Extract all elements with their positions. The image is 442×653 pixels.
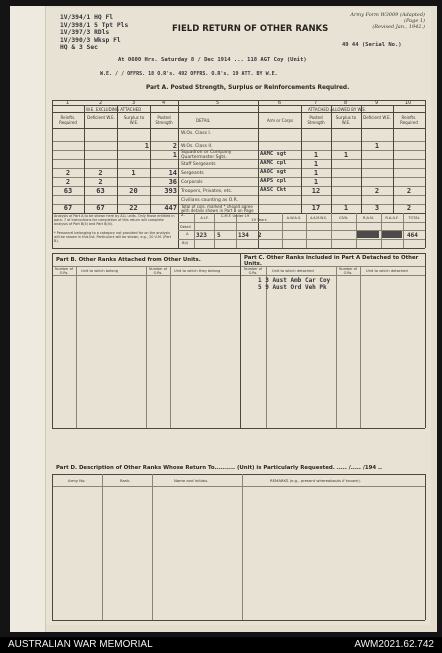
typed-unit-line: 1V/397/3 RDls <box>60 29 110 37</box>
col-header: Rank. <box>120 478 131 483</box>
analysis-head: CIVIL <box>338 216 349 220</box>
col-header: Number of O.Rs. <box>149 267 167 275</box>
col-header: Name and Initials. <box>174 478 209 483</box>
table-cell: 2 <box>374 187 380 195</box>
part-a-title: Part A. Posted Strength, Surplus or Reinforcements Required. <box>146 85 350 91</box>
analysis-value-aif: 323 <box>196 232 207 239</box>
col-number: 7 <box>314 100 318 106</box>
col-number: 5 <box>216 100 220 106</box>
col-header: Unit to which belong <box>81 269 119 273</box>
table-cell: 63 <box>63 187 73 195</box>
form-ref-label: Army Form W3009 (Adapted) <box>350 12 425 18</box>
total-cell: 67 <box>63 204 73 212</box>
analysis-value-extra: 2 <box>258 232 262 239</box>
arm-corps-cell: AAOC sgt <box>260 169 287 175</box>
col-header: Surplus to W.E. <box>123 115 145 125</box>
table-cell: 63 <box>96 187 105 195</box>
part-c-entry: 1 3 Aust Amb Car Coy <box>258 277 331 284</box>
table-cell: 1 <box>313 160 319 168</box>
total-cell: 2 <box>406 204 412 212</box>
col-header: REMARKS (e.g., present whereabouts if known). <box>270 478 361 483</box>
redaction-block <box>382 231 402 238</box>
col-header: Reinfts. Required <box>59 115 77 125</box>
detail-label: Civilians counting as O.R. <box>181 198 238 203</box>
part-c-title: Part C. Other Ranks Included in Part A Detached to Other Units. <box>244 255 419 267</box>
col-number: 4 <box>162 100 166 106</box>
total-cell: 447 <box>164 204 177 212</box>
col-number: 9 <box>375 100 379 106</box>
col-header: Reinfts. Required <box>400 115 418 125</box>
analysis-note: Analysis of Part A to be shown here by ALL units. Only those entitled in para. 7 of Instructions for completion of this return will complete analysis of Part B(ii) and Part B(iii). <box>54 214 175 226</box>
analysis-value-cmf-under: 5 <box>217 232 221 239</box>
analysis-head: C.M.F. Under 19 <box>220 214 250 218</box>
typed-unit-line: 1V/394/1 HQ Fl <box>60 14 114 21</box>
detail-label: Troopers, Privates, etc. <box>181 189 233 194</box>
archive-name: AUSTRALIAN WAR MEMORIAL <box>8 639 153 650</box>
col-number: 8 <box>344 100 348 106</box>
attached-group-header: ATTACHED ALLOWED BY W.E. <box>308 107 367 112</box>
col-header: Number of O.Rs. <box>339 267 357 275</box>
detail-label: Corporals <box>181 180 203 185</box>
table-cell: 1 <box>313 151 319 159</box>
table-cell: 2 <box>406 187 412 195</box>
typed-unit-line: 1V/390/3 Wksp Fl <box>60 36 121 44</box>
col-header: Unit to which they belong <box>174 269 221 273</box>
analysis-row-label: B(i) <box>182 241 189 245</box>
redaction-block <box>357 231 379 238</box>
total-cell: 22 <box>129 204 138 212</box>
col-header: Surplus to W.E. <box>335 115 357 125</box>
analysis-head: A.W.A.S. <box>286 216 302 220</box>
col-header: Number of O.Rs. <box>244 267 262 275</box>
col-number: 2 <box>99 100 103 106</box>
analysis-head: R.A.A.F. <box>385 216 399 220</box>
we-strength-line: W.E. / / OFFRS. 18 O.R's. 492 OFFRS. O.R's. 19 ATT. BY W.E. <box>100 71 278 77</box>
col-header: Unit to which detached <box>366 269 408 273</box>
we-group-header: W.E. EXCLUDING ATTACHED <box>86 107 142 112</box>
field-return-form <box>46 8 431 625</box>
part-c-entry: 5 9 Aust Ord Veh Pk <box>258 284 327 291</box>
table-cell: 2 <box>65 178 71 186</box>
table-cell: 2 <box>98 178 103 186</box>
table-cell: 1 <box>131 169 136 177</box>
page-ref-label: (Page 1) <box>404 18 425 24</box>
col-header: Arm or Corps <box>266 118 294 123</box>
analysis-row-label: A <box>186 232 189 236</box>
archive-accession: AWM2021.62.742 <box>354 639 434 650</box>
detail-label: Staff Sergeants <box>181 162 216 167</box>
detail-label: Detail <box>180 225 191 229</box>
archive-footer <box>0 637 442 653</box>
typed-unit-list <box>60 14 128 52</box>
col-header: Deficient W.E. <box>363 115 391 120</box>
col-header: Posted Strength <box>155 115 173 125</box>
table-cell: 1 <box>313 169 319 177</box>
form-reference <box>350 12 425 30</box>
arm-corps-cell: AAPS cpl <box>260 178 287 184</box>
detail-label: Squadron or Company Quartermaster Sgts. <box>181 150 232 160</box>
table-cell: 12 <box>311 187 321 195</box>
table-cell: 20 <box>129 187 138 195</box>
part-d-title: Part D. Description of Other Ranks Whose Return To.......... (Unit) is Particularly Requested. ..... /..... /194 .. <box>56 465 383 471</box>
total-cell: 67 <box>96 204 105 212</box>
table-cell: 1 <box>343 151 349 159</box>
arm-corps-cell: AAMC cpl <box>260 160 287 166</box>
underlying-page-strip <box>10 6 46 632</box>
analysis-head: R.A.N. <box>363 216 374 220</box>
col-header: Unit to which detached <box>272 269 314 273</box>
detail-label: W.Os. Class II. <box>181 144 213 149</box>
revised-label: (Revised Jan., 1942.) <box>372 24 425 30</box>
table-cell: 1 <box>374 142 380 150</box>
part-b-title: Part B. Other Ranks Attached from Other Units. <box>56 257 201 263</box>
table-cell: 1 <box>313 178 319 186</box>
table-cell: 393 <box>164 187 177 195</box>
total-cell: 17 <box>311 204 321 212</box>
col-number: 6 <box>278 100 282 106</box>
analysis-head: 19 Years <box>251 218 267 222</box>
total-cell: 3 <box>374 204 380 212</box>
table-cell: 14 <box>168 169 177 177</box>
table-cell: 2 <box>65 169 71 177</box>
serial-number: 49 44 (Serial No.) <box>342 42 402 48</box>
col-header: Army No. <box>68 478 86 483</box>
analysis-value-total: 464 <box>407 232 418 239</box>
analysis-note-2: * Personnel belonging to a category not provided for on the analysis will be shown in this list. Particulars will be shown, e.g., 20 U.M. (Part B). <box>54 231 172 243</box>
table-cell: 2 <box>98 169 103 177</box>
table-cell: 36 <box>168 178 177 186</box>
form-title: FIELD RETURN OF OTHER RANKS <box>172 24 329 34</box>
date-unit-line: At 0600 Hrs. Saturday 8 / Dec 1914 ... 118 AGT Coy (Unit) <box>118 57 307 63</box>
detail-label: Total of cols. marked * should agree with details shown in Part B on Page 2. <box>181 204 254 218</box>
analysis-head: A.I.F. <box>200 216 209 220</box>
arm-corps-cell: AAMC sgt <box>260 151 287 157</box>
col-header: DETAIL <box>196 118 210 123</box>
col-header: Deficient W.E. <box>87 115 115 120</box>
detail-label: W.Os. Class I. <box>181 131 212 136</box>
typed-unit-line: HQ & 3 Sec <box>60 44 98 52</box>
table-cell: 1 <box>144 142 149 150</box>
arm-corps-cell: AASC Ckt <box>260 187 287 193</box>
analysis-value-cmf-19: 134 <box>238 232 249 239</box>
typed-unit-line: 1V/398/1 5 Tpt Pls <box>60 21 129 29</box>
total-cell: 1 <box>343 204 349 212</box>
analysis-head: TOTAL <box>408 216 420 220</box>
detail-label: Sergeants <box>181 171 204 176</box>
col-header: Number of O.Rs. <box>55 267 73 275</box>
table-cell: 1 <box>172 151 177 159</box>
table-cell: 2 <box>172 142 177 150</box>
col-number: 10 <box>405 100 412 106</box>
col-number: 3 <box>132 100 136 106</box>
col-number: 1 <box>66 100 70 106</box>
col-header: Posted Strength <box>307 115 325 125</box>
analysis-head: A.A.M.W.S. <box>310 216 327 220</box>
